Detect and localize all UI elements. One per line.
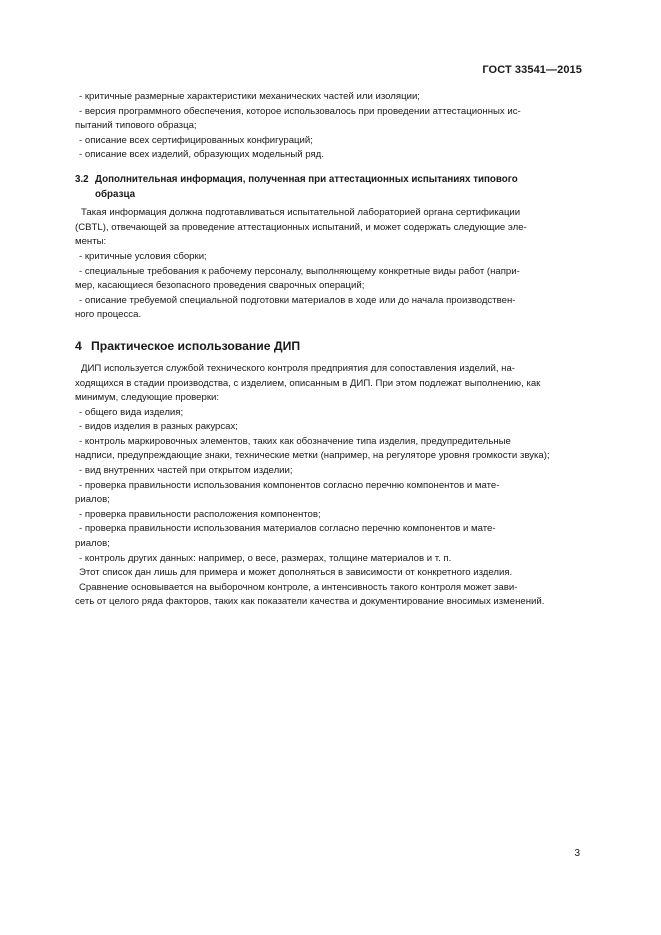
list-item: - контроль маркировочных элементов, таких как обозначение типа изделия, предупредительные bbox=[79, 435, 511, 447]
section-4-body bbox=[75, 362, 582, 610]
list-item-continuation: мер, касающиеся безопасного проведения сварочных операций; bbox=[75, 280, 365, 292]
list-item: - проверка правильности использования материалов согласно перечню компонентов и мате- bbox=[79, 523, 496, 535]
section-title: Практическое использование ДИП bbox=[91, 338, 301, 353]
section-title bbox=[95, 173, 582, 202]
section-4-heading bbox=[75, 338, 582, 354]
section-3-2-body bbox=[75, 206, 582, 323]
paragraph-line: Такая информация должна подготавливаться испытательной лабораторией органа сертификации bbox=[81, 207, 521, 219]
top-list bbox=[75, 90, 582, 163]
list-item: - описание требуемой специальной подготовки материалов в ходе или до начала производствен- bbox=[79, 294, 516, 306]
list-item: - критичные размерные характеристики механических частей или изоляции; bbox=[79, 91, 420, 102]
section-title-line: Дополнительная информация, полученная при аттестационных испытаниях типового bbox=[95, 173, 518, 185]
paragraph-line: минимум, следующие проверки: bbox=[75, 392, 220, 404]
list-item: - проверка правильности расположения компонентов; bbox=[79, 508, 321, 520]
list-item-continuation: пытаний типового образца; bbox=[75, 120, 197, 132]
list-item: - описание всех изделий, образующих модельный ряд. bbox=[79, 149, 324, 161]
list-item-continuation: риалов; bbox=[75, 538, 110, 550]
paragraph-line: менты: bbox=[75, 236, 107, 248]
list-item: - описание всех сертифицированных конфигураций; bbox=[79, 134, 313, 146]
section-3-2-heading bbox=[75, 173, 582, 202]
paragraph-line: ДИП используется службой технического контроля предприятия для сопоставления изделий, на- bbox=[81, 362, 515, 374]
paragraph-line: (CBTL), отвечающей за проведение аттестационных испытаний, и может содержать следующие эле- bbox=[75, 221, 527, 233]
page-body bbox=[75, 90, 582, 610]
list-item: - видов изделия в разных ракурсах; bbox=[79, 421, 238, 433]
list-item: - проверка правильности использования компонентов согласно перечню компонентов и мате- bbox=[79, 479, 500, 491]
list-item-continuation: надписи, предупреждающие знаки, технические метки (например, на регуляторе уровня громкости звука); bbox=[75, 450, 550, 462]
section-title-line: образца bbox=[95, 188, 136, 200]
document-code-header: ГОСТ 33541—2015 bbox=[482, 64, 582, 76]
list-item-continuation: ного процесса. bbox=[75, 309, 142, 321]
section-number: 4 bbox=[75, 338, 82, 353]
page-number: 3 bbox=[574, 848, 580, 859]
list-item: - версия программного обеспечения, которое использовалось при проведении аттестационных ис- bbox=[79, 105, 521, 117]
list-item: - вид внутренних частей при открытом изделии; bbox=[79, 465, 293, 477]
paragraph-line: Этот список дан лишь для примера и может дополняться в зависимости от конкретного изделия. bbox=[79, 567, 513, 579]
list-item-continuation: риалов; bbox=[75, 494, 110, 506]
list-item: - контроль других данных: например, о весе, размерах, толщине материалов и т. п. bbox=[79, 552, 452, 564]
paragraph-line: ходящихся в стадии производства, с изделием, описанным в ДИП. При этом подлежат выполнению, как bbox=[75, 377, 541, 389]
section-number: 3.2 bbox=[75, 173, 89, 185]
list-item: - специальные требования к рабочему персоналу, выполняющему конкретные виды работ (напри- bbox=[79, 265, 520, 277]
paragraph-line: сеть от целого ряда факторов, таких как показатели качества и документирование вносимых изменений. bbox=[75, 596, 545, 608]
list-item: - общего вида изделия; bbox=[79, 406, 184, 418]
list-item: - критичные условия сборки; bbox=[79, 250, 207, 262]
paragraph-line: Сравнение основывается на выборочном контроле, а интенсивность такого контроля может зави- bbox=[79, 581, 518, 593]
